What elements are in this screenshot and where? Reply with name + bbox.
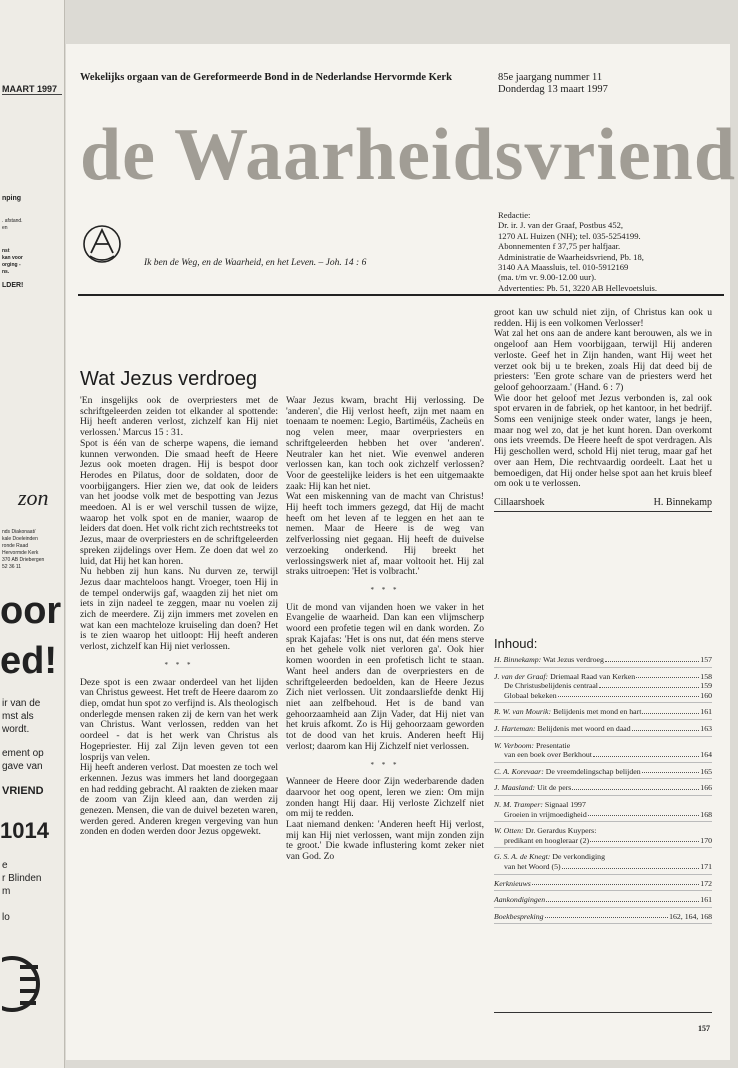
strip-text: ns.: [2, 269, 10, 275]
toc-line: [494, 741, 712, 751]
redactie-line: Administratie de Waarheidsvriend, Pb. 18,: [498, 251, 644, 262]
toc-dot-leader: [599, 681, 699, 688]
toc-title: De vreemdelingschap belijden: [545, 766, 641, 776]
strip-headline: oor: [0, 590, 62, 632]
toc-entry: [494, 740, 712, 763]
newspaper-title: de Waarheidsvriend: [80, 114, 736, 196]
toc-entry: [494, 825, 712, 848]
toc-line-text: [494, 862, 561, 872]
toc-author: J. van der Graaf:: [494, 671, 549, 681]
toc-line-text: [494, 672, 635, 682]
toc-line-text: [494, 681, 598, 691]
toc-dot-leader: [632, 724, 700, 731]
redactie-line: Advertenties: Pb. 51, 3220 AB Hellevoetsluis.: [498, 282, 657, 293]
toc-dot-leader: [636, 672, 699, 679]
toc-line-text: [494, 655, 604, 665]
redactie-line: 1270 AL Huizen (NH); tel. 035-5254199.: [498, 230, 641, 241]
toc-author: Aankondigingen: [494, 895, 546, 905]
toc-title: Globaal bekeken: [504, 690, 557, 700]
section-separator: * * *: [370, 760, 400, 769]
strip-text: en: [2, 225, 8, 231]
toc-entry: [494, 851, 712, 874]
toc-author: N. M. Tramper:: [494, 799, 543, 809]
toc-title: Belijdenis met mond en hart: [553, 707, 642, 717]
toc-line-text: [494, 750, 592, 760]
toc-line-text: [494, 767, 641, 777]
paragraph: Spot is één van de scherpe wapens, die iemand kunnen verwonden. Die smaad heeft de Heere Jezus ook moeten dragen. Hij is bespot door Herodes en Pilatus, door de soldaten, door de voorbijgangers. Hier zien we, dat ook de leiders van het joodse volk met de bespotting van Jezus meedoen. Al is er wel verschil tussen de wijze, waarop het volk spot en de manier, waarop de leiders dat doen. Het volk richt zich rechtstreeks tot Jezus, maar de overpriesters en de schriftgeleerden spreken zijdelings over Hem. Ze doen dat wel zo luid, dat Hij het kan horen.: [80, 437, 278, 567]
signature-place: Cillaarshoek: [494, 496, 545, 508]
toc-page: 162, 164, 168: [669, 911, 712, 921]
toc-dot-leader: [532, 879, 699, 886]
toc-author: R. W. van Mourik:: [494, 707, 552, 717]
toc-title: Belijdenis met woord en daad: [537, 723, 631, 733]
toc-line-text: [494, 836, 589, 846]
strip-text: kale Doeleinden: [2, 536, 38, 542]
strip-text: e: [2, 860, 8, 871]
toc-author: J. Maasland:: [494, 783, 536, 793]
toc-line: [494, 895, 712, 905]
toc-page: 158: [700, 671, 712, 681]
toc-dot-leader: [642, 707, 699, 714]
toc-line: [494, 750, 712, 760]
toc-heading: Inhoud:: [494, 636, 538, 651]
toc-page: 159: [700, 681, 712, 691]
strip-text: Hervormde Kerk: [2, 550, 39, 556]
toc-entry: [494, 782, 712, 796]
toc-author: Boekbespreking: [494, 911, 544, 921]
toc-line: [494, 800, 712, 810]
toc-line-text: [494, 879, 531, 889]
toc-entry: [494, 706, 712, 720]
toc-page: 170: [700, 835, 712, 845]
toc-entry: [494, 654, 712, 668]
toc-line: [494, 879, 712, 889]
toc-dot-leader: [572, 783, 699, 790]
strip-text: ir van de: [2, 698, 41, 709]
paragraph: Uit de mond van vijanden hoen we vaker in het Evangelie de waarheid. Dan kan een vlijmscherp woord een profetie tegen wil en dank worden. Zo sprak Kajafas: 'Het is ons nut, dat één mens sterve en het gehele volk niet verloren ga'. Ook hier komen woorden in een profetisch licht te staan. Want heel anders dan de overpriesters en de schriftgeleerden bedoelden, kan de Heere Jezus Zich niet verlossen. Uit zondaarsliefde denkt Hij niet aan zelfbehoud. Het is de band van gehoorzaamheid aan Zijn Vader, dat Hij niet van het kruis afkomt. Zo is Hij gehoorzaam geworden tot de dood van het kruis. Anderen heeft Hij verlost; daarom kan Hij Zichzelf niet verlossen.: [286, 601, 484, 752]
toc-line: [494, 912, 712, 922]
toc-author: J. Harteman:: [494, 723, 536, 733]
toc-entry: [494, 723, 712, 737]
paragraph: Hij heeft anderen verlost. Dat moesten ze toch wel erkennen. Jezus was immers het land doorgegaan en had redding gebracht. Al raakten de zieken maar de zoom van Zijn kleed aan, dan werden zij genezen. Mensen, die van de duivel bezeten waren, werden gered. Anderen kregen vergeving van hun zonden en doden werden door Jezus opgewekt.: [80, 762, 278, 838]
article-column-2: [286, 396, 484, 863]
paragraph: Wat zal het ons aan de andere kant berouwen, als we in ongeloof aan Hem voorbijgaan, terwijl Hij anderen verloste. Geef het in Zijn handen, want Hij weet het verzet ook bij u te breken, zoals Hij dat deed bij de priesters: 'Een grote schare van de priesters werd het geloof gehoorzaam.' (Hand. 6 : 7): [494, 328, 712, 393]
article-column-1: [80, 396, 278, 838]
toc-line: [494, 826, 712, 836]
strip-text: m: [2, 886, 11, 897]
toc-line: [494, 672, 712, 682]
paragraph: Wie door het geloof met Jezus verbonden is, zal ook spot ervaren in de fabriek, op het kantoor, in het bedrijf. Soms een venijnige steek onder water, langs je heen, maar nog wel zo, dat je het kunt horen. Dan overkomt ons iets vreemds. De Heere heeft de spot verdragen. Als Hij geschollen werd, schold Hij niet terug, maar gaf het over aan Hem, Die rechtvaardig oordeelt. Laat het u bemoedigen, dat Hij onder helse spot aan het kruis bleef om ook u te verlossen.: [494, 392, 712, 490]
alpha-omega-logo-icon: [82, 222, 122, 266]
toc-line: [494, 681, 712, 691]
toc-line: [494, 783, 712, 793]
strip-text: . afstand.: [2, 218, 23, 224]
toc-line-text: [494, 895, 545, 905]
strip-text: nst: [2, 248, 10, 254]
strip-text: ronde Raad: [2, 543, 29, 549]
toc-dot-leader: [558, 691, 700, 698]
strip-text: 52 36 11: [2, 564, 22, 570]
toc-line-text: [494, 826, 596, 836]
redactie-line: Dr. ir. J. van der Graaf, Postbus 452,: [498, 220, 624, 231]
toc-dot-leader: [605, 655, 699, 662]
issue-number: 85e jaargang nummer 11: [498, 72, 603, 83]
strip-text: VRIEND: [2, 785, 44, 797]
toc-author: W. Verboom:: [494, 740, 534, 750]
strip-text: wordt.: [2, 724, 30, 735]
strip-text: 370 AB Driebergen: [2, 557, 45, 563]
toc-dot-leader: [593, 750, 699, 757]
toc-line-text: [494, 741, 570, 751]
toc-title: van het Woord (5): [504, 861, 561, 871]
redactie-line: (ma. t/m vr. 9.00-12.00 uur).: [498, 272, 597, 283]
toc-title: De Christusbelijdenis centraal: [504, 681, 598, 691]
toc-line: [494, 862, 712, 872]
toc-dot-leader: [562, 862, 700, 869]
toc-dot-leader: [642, 767, 700, 774]
toc-line-text: [494, 783, 571, 793]
redactie-block: [498, 210, 728, 293]
toc-line: [494, 655, 712, 665]
toc-title: Wat Jezus verdroeg: [543, 655, 604, 664]
strip-text: kan voor: [2, 255, 23, 261]
toc-line: [494, 836, 712, 846]
toc-author: H. Binnekamp:: [494, 655, 542, 664]
toc-line-text: [494, 724, 631, 734]
table-of-contents: [494, 654, 712, 927]
section-separator: * * *: [164, 660, 194, 669]
redactie-line: Redactie:: [498, 210, 531, 220]
toc-page: 168: [700, 809, 712, 819]
toc-page: 164: [700, 750, 712, 760]
toc-author: G. S. A. de Knegt:: [494, 852, 551, 862]
toc-dot-leader: [590, 836, 699, 843]
paragraph: Wat een miskenning van de macht van Christus! Hij heeft toch immers gezegd, dat Hij de macht heeft om het leven af te leggen en het aan te nemen. Maar de Heere is de weg van zelfverlossing niet gegaan. Hij heeft de duivelse verzoeking onderkend. Hij breekt het verlossingswerk niet af, maar voltooit het. Hij zal straks uitroepen: 'Het is volbracht.': [286, 491, 484, 578]
paragraph: Laat niemand denken: 'Anderen heeft Hij verlost, mij kan Hij niet verlossen, want mijn zonden zijn te groot.' Die kwade influstering komt zeker niet van God. Zo: [286, 819, 484, 863]
toc-author: W. Otten:: [494, 826, 524, 836]
toc-entry: [494, 799, 712, 822]
previous-page-edge: [0, 0, 65, 1068]
toc-line: [494, 767, 712, 777]
paragraph: Waar Jezus kwam, bracht Hij verlossing. De 'anderen', die Hij verlost heeft, zijn met naam en toenaam te noemen: Legio, Bartiméüs, Zacheüs en nog velen meer, maar overpriesters en schriftgeleerden hebben het over 'anderen'. Neutraler kan het niet. Wie evenwel anderen verlossen kan, kan toch ook zichzelf verlossen? Voor de geestelijke leiders is het een uitgemaakte zaak: Hij kan het niet.: [286, 395, 484, 492]
toc-title: Uit de pers: [537, 783, 572, 793]
strip-logo: zon: [18, 485, 49, 510]
toc-line-text: [494, 800, 586, 810]
article-column-3: [494, 308, 712, 512]
toc-page: 160: [700, 690, 712, 700]
toc-entry: [494, 766, 712, 780]
paragraph: groot kan uw schuld niet zijn, of Christus kan ook u redden. Hij is een volkomen Verlosser!: [494, 307, 712, 329]
toc-dot-leader: [588, 810, 700, 817]
toc-line-text: [494, 912, 544, 922]
toc-page: 166: [700, 783, 712, 793]
toc-page: 157: [700, 655, 712, 664]
strip-text: r Blinden: [2, 873, 42, 884]
redactie-line: Abonnementen f 37,75 per halfjaar.: [498, 241, 621, 252]
toc-title: Dr. Gerardus Kuypers:: [525, 826, 597, 836]
strip-text: orging -: [2, 262, 21, 268]
strip-text: ement op: [2, 748, 44, 759]
signature-author: H. Binnekamp: [653, 496, 712, 508]
toc-author: C. A. Korevaar:: [494, 766, 544, 776]
paragraph: 'En insgelijks ook de overpriesters met de schriftgeleerden zeiden tot elkander al spottende: Hij heeft anderen verlost, zichzelf kan Hij niet verlossen.' Marcus 15 : 31.: [80, 395, 278, 439]
toc-page: 161: [700, 895, 712, 905]
toc-entry: [494, 671, 712, 704]
article-signature: [494, 498, 712, 512]
issue-date: Donderdag 13 maart 1997: [498, 84, 608, 95]
toc-title: predikant en hoogleraar (2): [504, 835, 590, 845]
toc-page: 171: [700, 861, 712, 871]
toc-line-text: [494, 810, 587, 820]
toc-line-text: [494, 691, 557, 701]
toc-line: [494, 724, 712, 734]
toc-title: Presentatie: [535, 740, 571, 750]
toc-line-text: [494, 707, 641, 717]
masthead-rule: [78, 294, 724, 296]
toc-page: 165: [700, 766, 712, 776]
strip-text: gave van: [2, 761, 43, 772]
paragraph: Nu hebben zij hun kans. Nu durven ze, terwijl Jezus daar machteloos hangt. Vroeger, toen Hij in de tempel onderwijs gaf, waagden zij het niet om iets in zijn nadeel te zeggen, maar nu voelen zij zich de meerdere. Zij zijn immers met zovelen en wat kan een machteloze kruiseling dan doen? Het is te zien waarop het uitloopt: Hij heeft anderen verlost, zichzelf kan Hij niet verlossen.: [80, 566, 278, 653]
page-number: 157: [698, 1024, 710, 1033]
toc-line: [494, 852, 712, 862]
paragraph: Wanneer de Heere door Zijn wederbarende daden daarvoor het oog opent, leren we zien: Om mijn zonden hangt Hij daar. Hij verloste Zichzelf niet om mij te redden.: [286, 776, 484, 820]
newspaper-page: [66, 44, 736, 1060]
toc-page: 161: [700, 707, 712, 717]
strip-logo-icon: [2, 955, 50, 1013]
toc-title: Groeien in vrijmoedigheid: [504, 809, 587, 819]
strip-date: MAART 1997: [2, 84, 62, 95]
toc-title: De verkondiging: [552, 852, 605, 862]
article-title: Wat Jezus verdroeg: [80, 368, 258, 390]
section-separator: * * *: [370, 585, 400, 594]
toc-line: [494, 707, 712, 717]
toc-title: van een boek over Berkhout: [504, 750, 592, 760]
toc-author: Kerknieuws: [494, 878, 531, 888]
toc-bottom-rule: [494, 1012, 712, 1013]
toc-entry: [494, 894, 712, 908]
strip-number: 1014: [0, 818, 49, 843]
motto: Ik ben de Weg, en de Waarheid, en het Leven. – Joh. 14 : 6: [144, 258, 367, 268]
toc-title: Signaal 1997: [544, 799, 586, 809]
toc-entry: [494, 911, 712, 925]
toc-line: [494, 810, 712, 820]
toc-page: 172: [700, 878, 712, 888]
strip-headline: ed!: [0, 640, 57, 682]
strip-text: nping: [2, 195, 22, 202]
strip-text: mst als: [2, 711, 34, 722]
paragraph: Deze spot is een zwaar onderdeel van het lijden van Christus geweest. Het treft de Heere daarom zo diep, omdat hun spot zo verfijnd is. Als theologisch onderlegde mensen raken zij de kern van het werk van Christus. Want verlossen, redden van het oordeel - dat is het werk van Christus als Hogepriester. Hij zal Zijn leven geven tot een losprijs van velen.: [80, 676, 278, 763]
toc-dot-leader: [545, 912, 669, 919]
masthead-subtitle: Wekelijks orgaan van de Gereformeerde Bond in de Nederlandse Hervormde Kerk: [80, 72, 452, 83]
redactie-line: 3140 AA Maassluis, tel. 010-5912169: [498, 262, 629, 273]
toc-page: 163: [700, 723, 712, 733]
toc-line-text: [494, 852, 605, 862]
toc-dot-leader: [546, 895, 699, 902]
strip-text: LDER!: [2, 282, 24, 289]
toc-line: [494, 691, 712, 701]
strip-text: nds Diakonaat/: [2, 529, 36, 535]
strip-text: lo: [2, 912, 10, 923]
toc-title: Driemaal Raad van Kerken: [550, 671, 636, 681]
toc-entry: [494, 878, 712, 892]
